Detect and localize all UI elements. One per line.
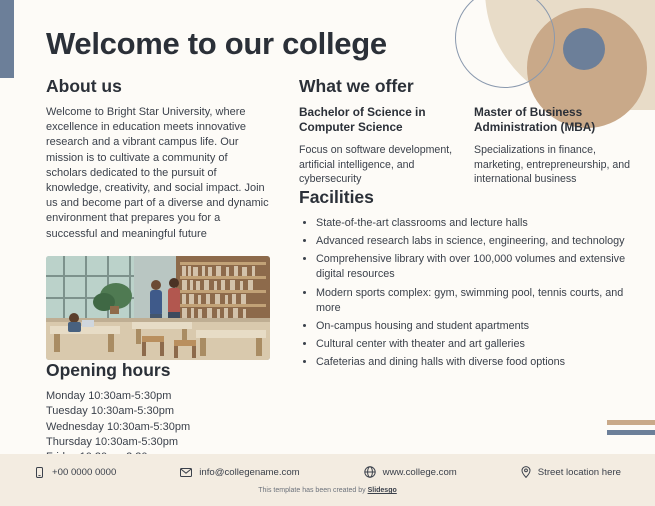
left-column (46, 76, 271, 466)
hours-line: Thursday 10:30am-5:30pm (46, 436, 179, 449)
website-text: www.college.com (382, 466, 457, 478)
hours-line: Tuesday 10:30am-5:30pm (46, 405, 174, 418)
footer (0, 454, 655, 506)
list-item: • Comprehensive library with over 100,000 volumes and extensive digital resources (316, 252, 631, 282)
slidesgo-link[interactable]: Slidesgo (367, 487, 397, 494)
program-card-mba (474, 105, 631, 187)
globe-icon (364, 466, 376, 478)
program-card-bachelor (299, 105, 456, 187)
envelope-icon (180, 467, 192, 478)
location-text: Street location here (537, 466, 621, 478)
library-illustration (46, 256, 270, 360)
footer-email (180, 467, 299, 478)
about-text: Welcome to Bright Star University, where excellence in education meets innovative research and a vibrant campus life. Our mission is to cultivate a community of scholars dedicated to the pursuit of knowledge, creativity, and social impact. Join us and become part of a diverse and dynamic environment that prepares you for a successful and meaningful future (46, 106, 269, 240)
campus-photo (46, 256, 270, 360)
program-name: Bachelor of Science in Computer Science (299, 105, 426, 134)
decorative-left-bar (0, 0, 14, 78)
facilities-heading: Facilities (299, 186, 374, 207)
decorative-blue-circle (563, 28, 605, 70)
footer-website (364, 466, 457, 478)
phone-text: +00 0000 0000 (52, 466, 117, 478)
phone-icon (34, 467, 45, 478)
email-text: info@collegename.com (199, 466, 300, 478)
map-pin-icon (521, 466, 531, 478)
about-heading: About us (46, 76, 122, 96)
hours-line: Wednesday 10:30am-5:30pm (46, 420, 191, 433)
footer-location (521, 466, 621, 478)
list-item: • Advanced research labs in science, engineering, and technology (316, 234, 631, 249)
program-name: Master of Business Administration (MBA) (474, 105, 596, 134)
list-item: • State-of-the-art classrooms and lecture halls (316, 216, 631, 231)
program-description: Specializations in finance, marketing, entrepreneurship, and international business (474, 144, 631, 186)
template-credit (0, 487, 655, 494)
right-column (299, 76, 631, 466)
credit-prefix: This template has been created by (258, 487, 368, 494)
hours-line: Monday 10:30am-5:30pm (46, 389, 172, 402)
opening-hours-heading: Opening hours (46, 359, 171, 380)
program-description: Focus on software development, artificial intelligence, and cybersecurity (299, 144, 453, 186)
page-title: Welcome to our college (46, 26, 387, 61)
list-item: • Modern sports complex: gym, swimming pool, tennis courts, and more (316, 286, 631, 316)
list-item: • Cultural center with theater and art galleries (316, 337, 631, 352)
list-item: • On-campus housing and student apartments (316, 319, 631, 334)
footer-phone (34, 467, 116, 478)
offer-heading: What we offer (299, 76, 414, 96)
facilities-list (299, 216, 631, 371)
list-item: • Cafeterias and dining halls with diverse food options (316, 355, 631, 370)
document-body (46, 76, 631, 466)
